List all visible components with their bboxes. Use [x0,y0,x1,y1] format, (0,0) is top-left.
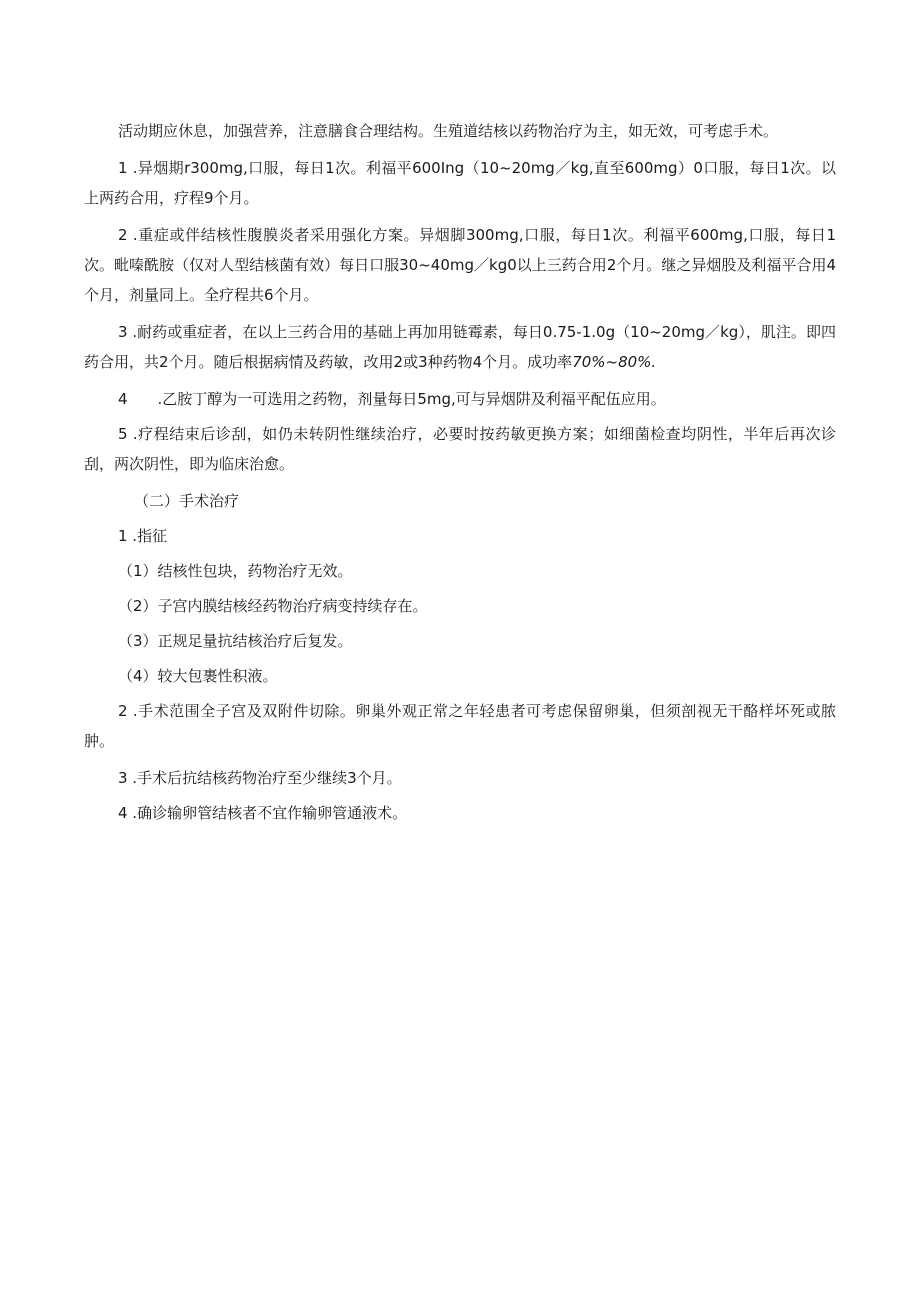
post-surgery-paragraph: 3 .手术后抗结核药物治疗至少继续3个月。 [118,769,402,787]
regimen-2-paragraph: 2 .重症或伴结核性腹膜炎者采用强化方案。异烟脚300mg,口服，每日1次。利福平600mg,口服，每日1次。毗嗪酰胺（仅对人型结核菌有效）每日口服30~40mg／kg0以上三药合用2个月。继之异烟股及利福平合用4个月，剂量同上。全疗程共6个月。 [84,226,836,304]
intro-paragraph: 活动期应休息，加强营养，注意膳食合理结构。生殖道结核以药物治疗为主，如无效，可考虑手术。 [118,122,779,140]
section-heading-surgery: （二）手术治疗 [134,492,240,510]
success-rate: 70%~80%. [572,353,657,371]
document-body [84,116,836,833]
regimen-3-paragraph [84,317,836,377]
indication-2: （2）子宫内膜结核经药物治疗病变持续存在。 [118,597,428,615]
regimen-5-paragraph: 5 .疗程结束后诊刮，如仍未转阴性继续治疗，必要时按药敏更换方案；如细菌检查均阴性，半年后再次诊刮，两次阴性，即为临床治愈。 [84,425,836,473]
regimen-3-text: 3 .耐药或重症者，在以上三药合用的基础上再加用链霉素，每日0.75-1.0g（10~20mg／kg），肌注。即四药合用，共2个月。随后根据病情及药敏，改用2或3种药物4个月。成功率 [84,323,836,371]
indication-1: （1）结核性包块，药物治疗无效。 [118,562,353,580]
indication-4: （4）较大包裹性积液。 [118,667,278,685]
indications-heading: 1 .指征 [118,527,168,545]
surgery-scope-paragraph: 2 .手术范围全子宫及双附件切除。卵巢外观正常之年轻患者可考虑保留卵巢，但须剖视无干酪样坏死或脓肿。 [84,702,836,750]
regimen-4-paragraph: 4 .乙胺丁醇为一可选用之药物，剂量每日5mg,可与异烟阱及利福平配伍应用。 [118,390,666,408]
indication-3: （3）正规足量抗结核治疗后复发。 [118,632,353,650]
regimen-1-paragraph: 1 .异烟期r300mg,口服，每日1次。利福平600Ing（10~20mg／kg,直至600mg）0口服，每日1次。以上两药合用，疗程9个月。 [84,159,836,207]
tube-contraindication-paragraph: 4 .确诊输卵管结核者不宜作输卵管通液术。 [118,804,408,822]
